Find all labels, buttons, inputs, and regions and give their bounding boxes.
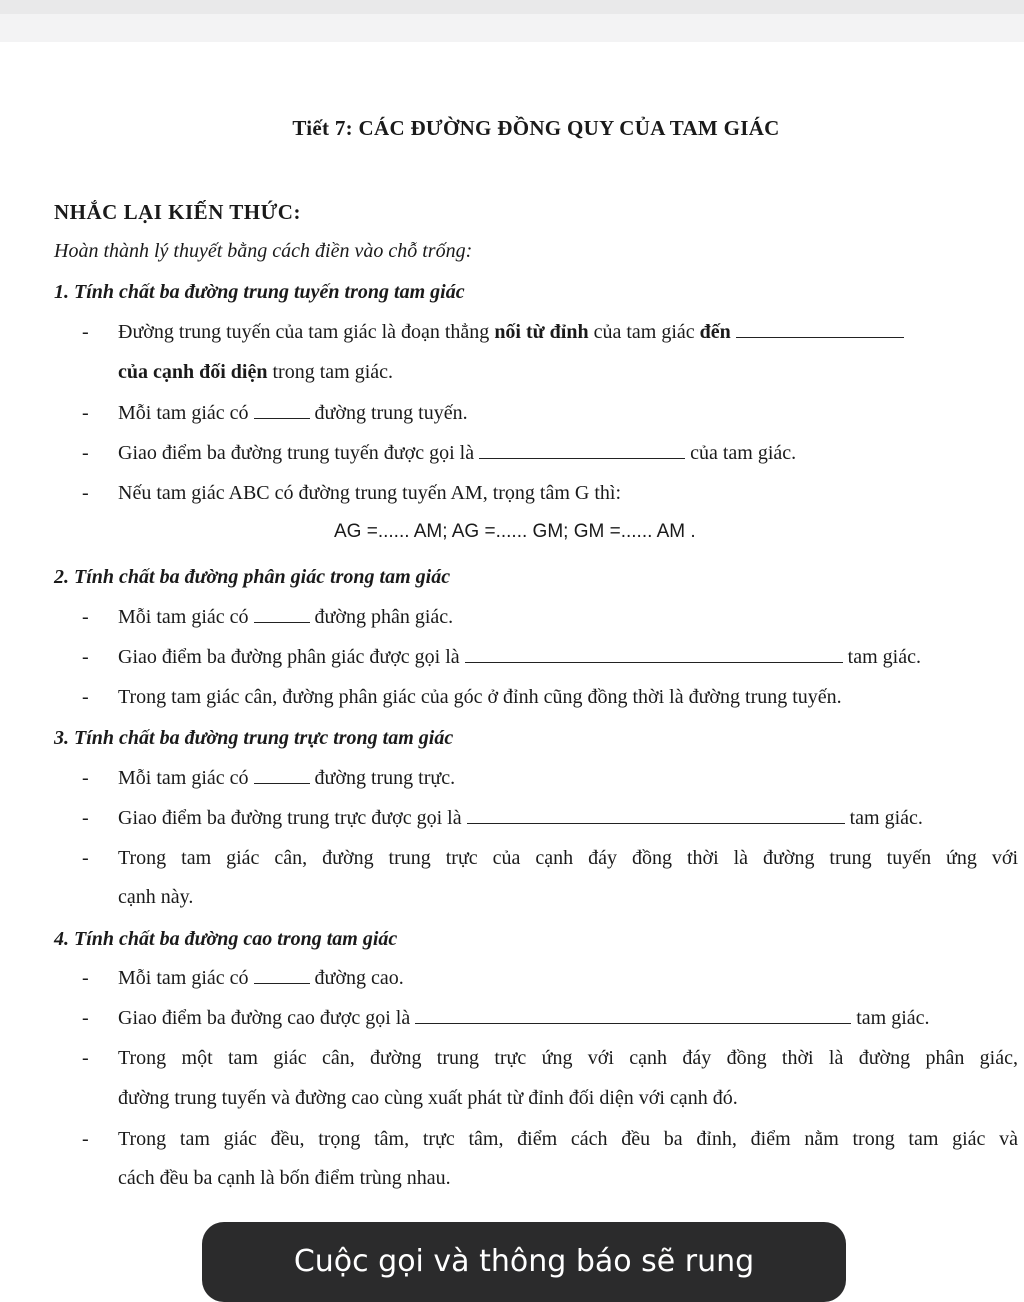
fill-blank[interactable] xyxy=(465,646,843,663)
page-title: Tiết 7: CÁC ĐƯỜNG ĐỒNG QUY CỦA TAM GIÁC xyxy=(292,116,780,140)
app-toolbar-strip xyxy=(0,14,1024,42)
section-heading: NHẮC LẠI KIẾN THỨC: xyxy=(54,200,301,224)
fill-blank[interactable] xyxy=(479,442,685,459)
instruction-text: Hoàn thành lý thuyết bằng cách điền vào chỗ trống: xyxy=(54,240,473,262)
fill-blank[interactable] xyxy=(254,767,310,784)
list-item-continuation: của cạnh đối diện trong tam giác. xyxy=(118,361,394,383)
fill-blank[interactable] xyxy=(736,321,904,338)
list-item-continuation: cách đều ba cạnh là bốn điểm trùng nhau. xyxy=(118,1167,451,1189)
app-top-bar xyxy=(0,0,1024,14)
section-1-title: 1. Tính chất ba đường trung tuyến trong tam giác xyxy=(54,281,465,303)
list-item-continuation: đường trung tuyến và đường cao cùng xuất phát từ đỉnh đối diện với cạnh đó. xyxy=(118,1087,738,1109)
fill-blank[interactable] xyxy=(415,1007,851,1024)
fill-blank[interactable] xyxy=(467,807,845,824)
fill-blank[interactable] xyxy=(254,402,310,419)
fill-blank[interactable] xyxy=(254,967,310,984)
fill-blank[interactable] xyxy=(254,606,310,623)
toast-notification[interactable] xyxy=(202,1222,846,1302)
section-4-title: 4. Tính chất ba đường cao trong tam giác xyxy=(54,928,398,950)
centroid-formula: AG =...... AM; AG =...... GM; GM =...... AM . xyxy=(334,521,696,542)
section-2-title: 2. Tính chất ba đường phân giác trong tam giác xyxy=(54,566,451,588)
list-item-continuation: cạnh này. xyxy=(118,886,194,908)
toast-message: Cuộc gọi và thông báo sẽ rung xyxy=(293,1244,755,1279)
section-3-title: 3. Tính chất ba đường trung trực trong tam giác xyxy=(54,727,454,749)
